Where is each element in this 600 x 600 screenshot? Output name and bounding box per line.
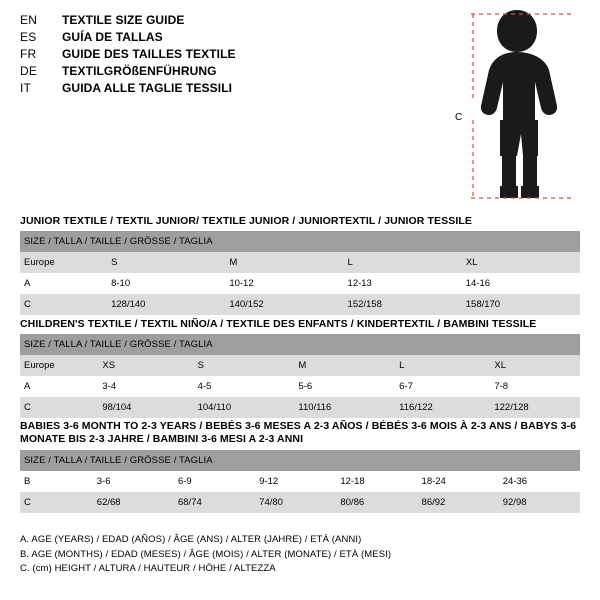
table-cell: C	[20, 294, 107, 315]
table-cell: A	[20, 273, 107, 294]
table-cell: 10-12	[225, 273, 343, 294]
table-row	[20, 376, 580, 397]
table-cell: 104/110	[194, 397, 295, 418]
header-lang-code: IT	[20, 81, 32, 95]
legend	[20, 533, 580, 577]
header-row	[20, 13, 440, 27]
size-table-junior	[20, 231, 580, 315]
table-row	[20, 471, 580, 492]
size-table-babies	[20, 450, 580, 513]
header-title-text: GUÍA DE TALLAS	[62, 30, 163, 44]
header-lang-code: DE	[20, 64, 38, 78]
legend-line-a: A. AGE (YEARS) / EDAD (AÑOS) / ÂGE (ANS) / ALTER (JAHRE) / ETÀ (ANNI)	[20, 534, 362, 545]
figure-height-label: C	[455, 112, 463, 123]
header-row	[20, 64, 440, 78]
table-cell: 158/170	[462, 294, 580, 315]
legend-line-c: C. (cm) HEIGHT / ALTURA / HAUTEUR / HÖHE / ALTEZZA	[20, 563, 276, 574]
table-cell: 92/98	[499, 492, 580, 513]
table-cell: XL	[462, 252, 580, 273]
header-title-text: TEXTILE SIZE GUIDE	[62, 13, 185, 27]
table-cell: C	[20, 492, 93, 513]
section-title: BABIES 3-6 MONTH TO 2-3 YEARS / BEBÉS 3-6 MESES A 2-3 AÑOS / BÉBÉS 3-6 MOIS À 2-3 ANS / BABYS 3-6 MONATE BIS 2-3 JAHRE / BAMBINI 3-6 MESI A 2-3 ANNI	[20, 420, 577, 445]
section-title: JUNIOR TEXTILE / TEXTIL JUNIOR/ TEXTILE JUNIOR / JUNIORTEXTIL / JUNIOR TESSILE	[20, 215, 472, 227]
header-title-text: GUIDE DES TAILLES TEXTILE	[62, 47, 236, 61]
header-lang-code: FR	[20, 47, 37, 61]
table-cell: 5-6	[294, 376, 395, 397]
table-cell: 4-5	[194, 376, 295, 397]
table-cell: M	[225, 252, 343, 273]
table-cell: A	[20, 376, 98, 397]
language-header	[20, 13, 440, 98]
table-cell: 122/128	[490, 397, 580, 418]
table-row	[20, 492, 580, 513]
table-header-cell: SIZE / TALLA / TAILLE / GRÖSSE / TAGLIA	[20, 231, 580, 252]
table-header-cell: SIZE / TALLA / TAILLE / GRÖSSE / TAGLIA	[20, 450, 580, 471]
table-cell: 74/80	[255, 492, 336, 513]
header-title-text: GUIDA ALLE TAGLIE TESSILI	[62, 81, 233, 95]
size-table-children	[20, 334, 580, 418]
table-cell: 110/116	[294, 397, 395, 418]
table-cell: B	[20, 471, 93, 492]
header-lang-code: EN	[20, 13, 38, 27]
section-babies-textile	[20, 420, 580, 513]
table-row	[20, 294, 580, 315]
table-cell: 6-9	[174, 471, 255, 492]
table-cell: 68/74	[174, 492, 255, 513]
table-cell: 8-10	[107, 273, 225, 294]
legend-line-b: B. AGE (MONTHS) / EDAD (MESES) / ÂGE (MOIS) / ALTER (MONATE) / ETÀ (MESI)	[20, 548, 392, 560]
table-row	[20, 273, 580, 294]
table-cell: C	[20, 397, 98, 418]
table-cell: 98/104	[98, 397, 193, 418]
table-cell: XL	[490, 355, 580, 376]
header-title-text: TEXTILGRÖßENFÜHRUNG	[62, 64, 217, 78]
table-cell: 140/152	[225, 294, 343, 315]
table-row	[20, 355, 580, 376]
table-cell: 80/86	[336, 492, 417, 513]
table-cell: 152/158	[344, 294, 462, 315]
header-lang-code: ES	[20, 30, 37, 44]
table-cell: 3-6	[93, 471, 174, 492]
table-cell: 24-36	[499, 471, 580, 492]
table-header-row	[20, 450, 580, 471]
table-cell: XS	[98, 355, 193, 376]
header-row	[20, 47, 440, 61]
section-childrens-textile	[20, 318, 580, 418]
table-cell: 86/92	[418, 492, 499, 513]
table-cell: 116/122	[395, 397, 490, 418]
table-header-row	[20, 334, 580, 355]
header-row	[20, 30, 440, 44]
table-cell: L	[395, 355, 490, 376]
table-cell: 62/68	[93, 492, 174, 513]
table-cell: 12-18	[336, 471, 417, 492]
table-cell: 18-24	[418, 471, 499, 492]
table-header-cell: SIZE / TALLA / TAILLE / GRÖSSE / TAGLIA	[20, 334, 580, 355]
table-row	[20, 252, 580, 273]
table-cell: Europe	[20, 355, 98, 376]
table-cell: L	[344, 252, 462, 273]
table-cell: 128/140	[107, 294, 225, 315]
table-cell: S	[194, 355, 295, 376]
table-cell: 6-7	[395, 376, 490, 397]
table-cell: Europe	[20, 252, 107, 273]
table-cell: 9-12	[255, 471, 336, 492]
table-cell: 7-8	[490, 376, 580, 397]
table-header-row	[20, 231, 580, 252]
table-row	[20, 397, 580, 418]
table-cell: S	[107, 252, 225, 273]
header-row	[20, 81, 440, 95]
toddler-silhouette-figure	[455, 8, 585, 208]
section-title: CHILDREN'S TEXTILE / TEXTIL NIÑO/A / TEXTILE DES ENFANTS / KINDERTEXTIL / BAMBINI TESSILE	[20, 318, 537, 330]
table-cell: 12-13	[344, 273, 462, 294]
table-cell: M	[294, 355, 395, 376]
section-junior-textile	[20, 215, 580, 315]
table-cell: 3-4	[98, 376, 193, 397]
toddler-silhouette-icon	[455, 8, 585, 208]
table-cell: 14-16	[462, 273, 580, 294]
